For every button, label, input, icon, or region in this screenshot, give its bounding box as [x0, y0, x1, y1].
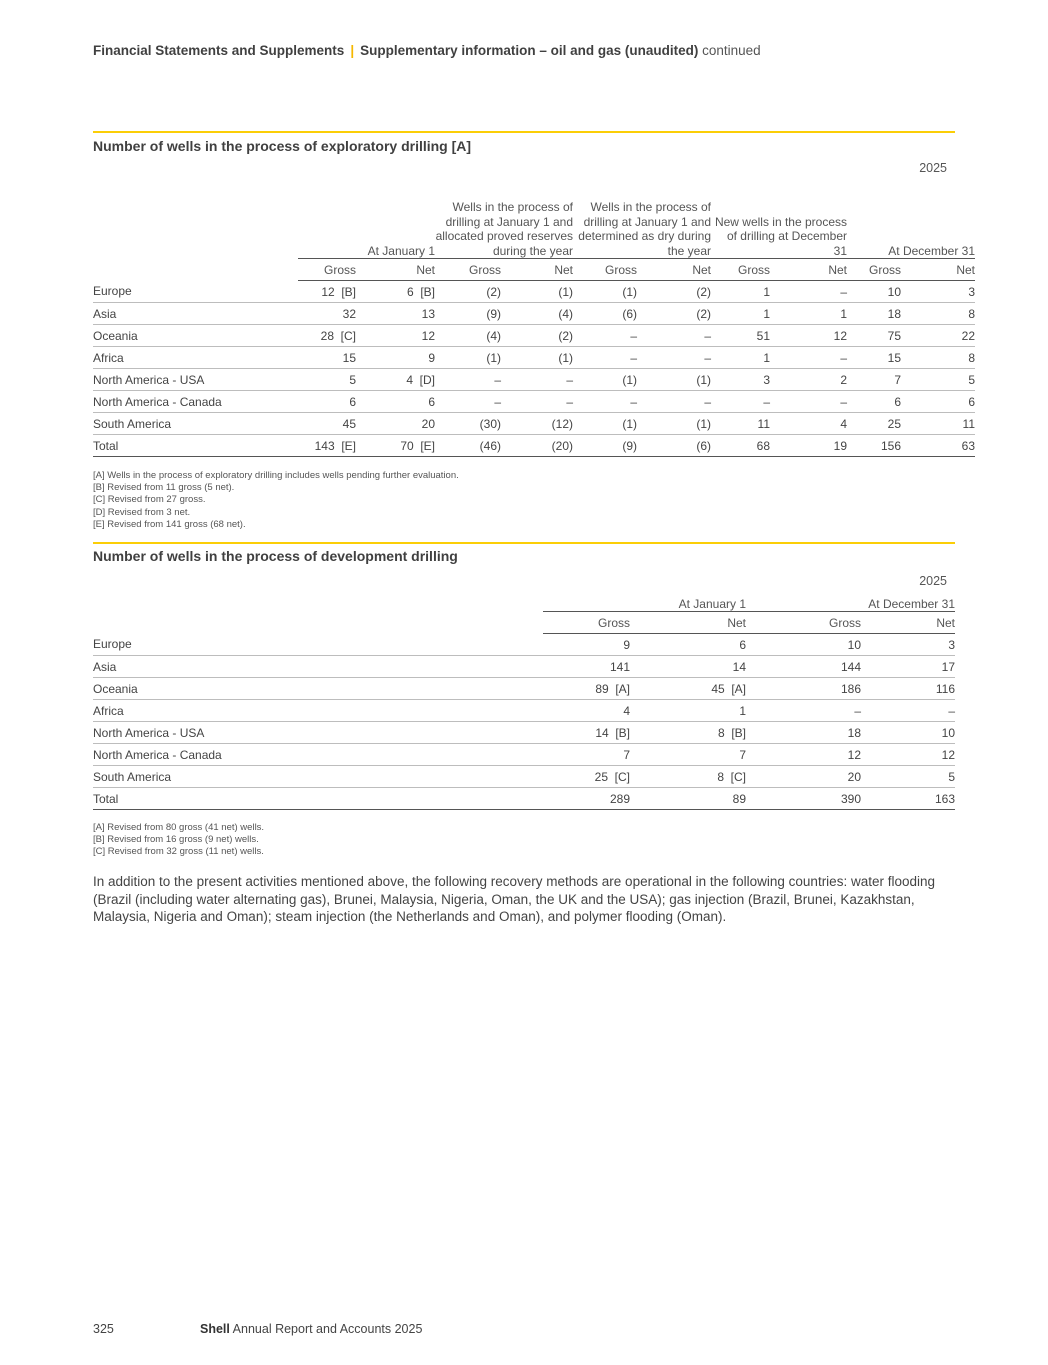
table-cell: 1	[711, 303, 770, 325]
column-header: Net	[770, 259, 847, 281]
table-cell: (2)	[637, 281, 711, 303]
page-number: 325	[93, 1322, 114, 1336]
table-cell: 22	[901, 325, 975, 347]
table-cell: 13	[356, 303, 435, 325]
table-cell: 1	[630, 700, 746, 722]
table-cell: (1)	[573, 369, 637, 391]
table-cell: 4	[770, 413, 847, 435]
row-label: Europe	[93, 281, 298, 303]
table-cell: –	[770, 281, 847, 303]
table-cell: (9)	[435, 303, 501, 325]
exploratory-body	[93, 281, 975, 457]
table-cell: (4)	[435, 325, 501, 347]
row-label: South America	[93, 413, 298, 435]
table-cell: 8 [C]	[630, 766, 746, 788]
table-cell: 4 [D]	[356, 369, 435, 391]
row-label: Europe	[93, 634, 543, 656]
table-cell: (1)	[435, 347, 501, 369]
table-cell: (1)	[573, 281, 637, 303]
column-header: Net	[356, 259, 435, 281]
table-cell: 5	[298, 369, 356, 391]
table-cell: 3	[861, 634, 955, 656]
table-cell: 89	[630, 788, 746, 810]
table-cell: 7	[543, 744, 630, 766]
table-cell: –	[711, 391, 770, 413]
table-cell: –	[637, 391, 711, 413]
table-cell: 14	[630, 656, 746, 678]
group-header: At December 31	[847, 185, 975, 259]
row-label: Africa	[93, 700, 543, 722]
table-cell: 20	[746, 766, 861, 788]
table-row	[93, 391, 975, 413]
header-continued: continued	[702, 43, 761, 58]
row-label: North America - USA	[93, 722, 543, 744]
table-cell: 289	[543, 788, 630, 810]
table-cell: –	[637, 325, 711, 347]
table-cell: 6	[847, 391, 901, 413]
table-cell: 3	[711, 369, 770, 391]
table-cell: 70 [E]	[356, 435, 435, 457]
table-cell: 12	[770, 325, 847, 347]
exploratory-year: 2025	[919, 161, 947, 175]
table-cell: 7	[847, 369, 901, 391]
development-notes	[93, 822, 264, 859]
column-header: Gross	[711, 259, 770, 281]
table-cell: –	[770, 391, 847, 413]
table-cell: 12 [B]	[298, 281, 356, 303]
table-row	[93, 678, 955, 700]
table-cell: (30)	[435, 413, 501, 435]
table-cell: 3	[901, 281, 975, 303]
table-cell: 116	[861, 678, 955, 700]
table-cell: (6)	[573, 303, 637, 325]
table-cell: (20)	[501, 435, 573, 457]
row-label: Total	[93, 788, 543, 810]
report-title: Annual Report and Accounts 2025	[232, 1322, 423, 1336]
table-cell: (1)	[501, 281, 573, 303]
table-cell: 75	[847, 325, 901, 347]
table-cell: 25	[847, 413, 901, 435]
column-header: Net	[901, 259, 975, 281]
table-cell: (46)	[435, 435, 501, 457]
table-cell: 156	[847, 435, 901, 457]
table-cell: (1)	[501, 347, 573, 369]
table-cell: –	[861, 700, 955, 722]
column-header: Gross	[573, 259, 637, 281]
column-header: Gross	[543, 612, 630, 634]
group-header: New wells in the process of drilling at December 31	[711, 185, 847, 259]
table-cell: 15	[298, 347, 356, 369]
table-cell: –	[637, 347, 711, 369]
row-label: Total	[93, 435, 298, 457]
header-subsection: Supplementary information – oil and gas (unaudited)	[360, 43, 699, 58]
exploratory-notes	[93, 470, 459, 531]
section-rule	[93, 542, 955, 544]
table-cell: 6	[298, 391, 356, 413]
table-cell: 68	[711, 435, 770, 457]
table-cell: 8	[901, 303, 975, 325]
footnote: [C] Revised from 27 gross.	[93, 494, 206, 506]
table-cell: 14 [B]	[543, 722, 630, 744]
table-cell: –	[435, 369, 501, 391]
table-cell: (4)	[501, 303, 573, 325]
table-cell: 25 [C]	[543, 766, 630, 788]
table-cell: 32	[298, 303, 356, 325]
table-row	[93, 281, 975, 303]
table-cell: –	[746, 700, 861, 722]
table-cell: 89 [A]	[543, 678, 630, 700]
table-cell: 12	[356, 325, 435, 347]
row-label: Oceania	[93, 678, 543, 700]
footnote: [A] Wells in the process of exploratory drilling includes wells pending further evaluation.	[93, 470, 459, 481]
table-cell: 45	[298, 413, 356, 435]
exploratory-title: Number of wells in the process of exploratory drilling [A]	[93, 138, 472, 154]
development-title: Number of wells in the process of development drilling	[93, 548, 458, 564]
footnote: [A] Revised from 80 gross (41 net) wells.	[93, 822, 265, 833]
table-cell: 1	[711, 347, 770, 369]
table-cell: 8 [B]	[630, 722, 746, 744]
table-row	[93, 656, 955, 678]
table-cell: 11	[711, 413, 770, 435]
table-cell: 20	[356, 413, 435, 435]
table-cell: –	[435, 391, 501, 413]
column-header: Gross	[847, 259, 901, 281]
table-cell: 51	[711, 325, 770, 347]
development-year: 2025	[919, 574, 947, 588]
exploratory-table	[93, 185, 975, 457]
table-cell: 6	[630, 634, 746, 656]
table-cell: 11	[901, 413, 975, 435]
development-body	[93, 634, 955, 810]
table-cell: 12	[746, 744, 861, 766]
column-header: Gross	[746, 612, 861, 634]
table-cell: 28 [C]	[298, 325, 356, 347]
recovery-methods-paragraph: In addition to the present activities mentioned above, the following recovery methods are operational in the following countries: water flooding (Brazil (including water alternating gas), Brunei, Malaysia, Nigeria, Oman, the UK and the USA); gas injection (Brazil, Brunei, Kazakhstan, Malaysia, Nigeria and Oman); steam injection (the Netherlands and Oman), and polymer flooding (Oman).	[93, 874, 935, 924]
footnote: [D] Revised from 3 net.	[93, 506, 191, 518]
footnote: [B] Revised from 11 gross (5 net).	[93, 482, 235, 494]
table-cell: (6)	[637, 435, 711, 457]
row-label: Asia	[93, 303, 298, 325]
table-cell: 141	[543, 656, 630, 678]
footnote: [B] Revised from 16 gross (9 net) wells.	[93, 834, 259, 846]
table-cell: –	[573, 325, 637, 347]
row-label: Africa	[93, 347, 298, 369]
table-cell: –	[573, 347, 637, 369]
row-label: North America - Canada	[93, 744, 543, 766]
table-row	[93, 744, 955, 766]
table-cell: –	[501, 391, 573, 413]
row-label: North America - Canada	[93, 391, 298, 413]
table-cell: 8	[901, 347, 975, 369]
table-cell: 6	[356, 391, 435, 413]
table-cell: 12	[861, 744, 955, 766]
table-cell: (2)	[637, 303, 711, 325]
table-cell: 45 [A]	[630, 678, 746, 700]
table-cell: 17	[861, 656, 955, 678]
group-header: At December 31	[746, 592, 955, 612]
table-cell: 4	[543, 700, 630, 722]
table-cell: (1)	[573, 413, 637, 435]
row-label: Oceania	[93, 325, 298, 347]
table-row	[93, 700, 955, 722]
table-cell: 390	[746, 788, 861, 810]
table-cell: (2)	[501, 325, 573, 347]
table-cell: –	[573, 391, 637, 413]
row-label: Asia	[93, 656, 543, 678]
footnote: [C] Revised from 32 gross (11 net) wells.	[93, 846, 264, 858]
table-cell: –	[501, 369, 573, 391]
table-row	[93, 347, 975, 369]
group-header: At January 1	[298, 185, 435, 259]
footnote: [E] Revised from 141 gross (68 net).	[93, 518, 246, 530]
table-cell: 9	[356, 347, 435, 369]
section-rule	[93, 131, 955, 133]
table-cell: 1	[711, 281, 770, 303]
column-header: Net	[501, 259, 573, 281]
brand-name: Shell	[200, 1322, 230, 1336]
column-header: Net	[637, 259, 711, 281]
table-cell: 18	[746, 722, 861, 744]
table-cell: (9)	[573, 435, 637, 457]
header-separator: |	[350, 43, 355, 58]
total-row	[93, 788, 955, 810]
page-footer	[93, 1322, 422, 1336]
group-header: Wells in the process of drilling at January 1 and determined as dry during the year	[573, 185, 711, 259]
table-cell: 63	[901, 435, 975, 457]
table-cell: 10	[861, 722, 955, 744]
table-cell: 2	[770, 369, 847, 391]
table-cell: 6	[901, 391, 975, 413]
table-cell: 18	[847, 303, 901, 325]
table-cell: 10	[746, 634, 861, 656]
table-cell: 163	[861, 788, 955, 810]
table-row	[93, 303, 975, 325]
table-cell: 5	[901, 369, 975, 391]
header-section: Financial Statements and Supplements	[93, 43, 345, 58]
table-cell: 186	[746, 678, 861, 700]
table-cell: 5	[861, 766, 955, 788]
table-cell: 1	[770, 303, 847, 325]
table-cell: 9	[543, 634, 630, 656]
total-row	[93, 435, 975, 457]
row-label: North America - USA	[93, 369, 298, 391]
table-row	[93, 369, 975, 391]
table-cell: (1)	[637, 413, 711, 435]
table-row	[93, 722, 955, 744]
table-cell: 143 [E]	[298, 435, 356, 457]
table-row	[93, 634, 955, 656]
table-row	[93, 766, 955, 788]
page-header	[93, 43, 761, 58]
group-header: At January 1	[543, 592, 746, 612]
table-cell: (12)	[501, 413, 573, 435]
table-cell: 10	[847, 281, 901, 303]
table-row	[93, 413, 975, 435]
table-cell: 19	[770, 435, 847, 457]
development-table	[93, 592, 955, 810]
table-cell: (2)	[435, 281, 501, 303]
table-cell: 15	[847, 347, 901, 369]
table-cell: 7	[630, 744, 746, 766]
column-header: Gross	[435, 259, 501, 281]
table-cell: (1)	[637, 369, 711, 391]
table-cell: 6 [B]	[356, 281, 435, 303]
table-cell: 144	[746, 656, 861, 678]
table-cell: –	[770, 347, 847, 369]
column-header: Gross	[298, 259, 356, 281]
group-header: Wells in the process of drilling at January 1 and allocated proved reserves during the year	[435, 185, 573, 259]
row-label: South America	[93, 766, 543, 788]
column-header: Net	[861, 612, 955, 634]
table-row	[93, 325, 975, 347]
column-header: Net	[630, 612, 746, 634]
